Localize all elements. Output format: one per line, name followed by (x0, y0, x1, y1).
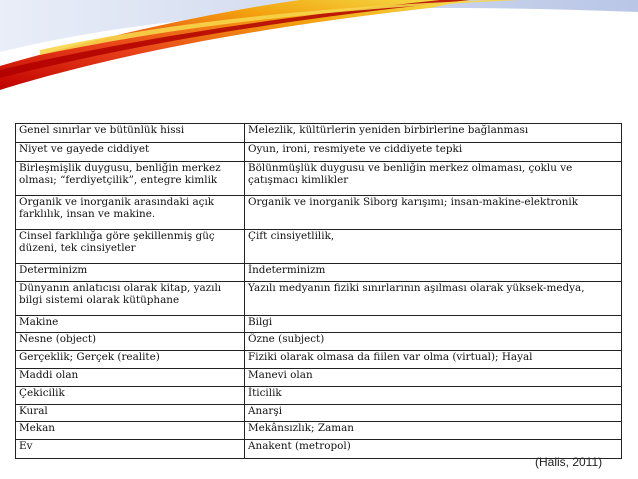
cell-modern: Ev (16, 440, 245, 459)
table-row (16, 230, 622, 264)
cell-modern: Dünyanın anlatıcısı olarak kitap, yazılı bilgi sistemi olarak kütüphane (16, 282, 245, 316)
table-row (16, 124, 622, 143)
cell-modern: Birleşmişlik duygusu, benliğin merkez olması; “ferdiyetçilik”, entegre kimlik (16, 162, 245, 196)
table-row (16, 143, 622, 162)
header-swoosh-decoration (0, 0, 638, 90)
cell-modern: Genel sınırlar ve bütünlük hissi (16, 124, 245, 143)
table-row (16, 422, 622, 440)
table-row (16, 351, 622, 369)
table-row (16, 333, 622, 351)
table-row (16, 387, 622, 405)
comparison-table-body (16, 124, 622, 459)
table-row (16, 316, 622, 333)
cell-postmodern: Özne (subject) (245, 333, 622, 351)
table-row (16, 440, 622, 459)
cell-postmodern: Anakent (metropol) (245, 440, 622, 459)
cell-modern: Organik ve inorganik arasındaki açık farklılık, insan ve makine. (16, 196, 245, 230)
table-row (16, 369, 622, 387)
cell-modern: Nesne (object) (16, 333, 245, 351)
cell-postmodern: Yazılı medyanın fiziki sınırlarının aşılması olarak yüksek-medya, (245, 282, 622, 316)
comparison-table-container (15, 123, 621, 452)
cell-modern: Kural (16, 405, 245, 422)
table-row (16, 282, 622, 316)
table-row (16, 264, 622, 282)
cell-postmodern: Organik ve inorganik Siborg karışımı; insan-makine-elektronik (245, 196, 622, 230)
cell-modern: Maddi olan (16, 369, 245, 387)
cell-postmodern: Melezlik, kültürlerin yeniden birbirlerine bağlanması (245, 124, 622, 143)
cell-postmodern: Çift cinsiyetlilik, (245, 230, 622, 264)
cell-modern: Niyet ve gayede ciddiyet (16, 143, 245, 162)
cell-modern: Gerçeklik; Gerçek (realite) (16, 351, 245, 369)
cell-postmodern: Bölünmüşlük duygusu ve benliğin merkez olmaması, çoklu ve çatışmacı kimlikler (245, 162, 622, 196)
table-row (16, 405, 622, 422)
cell-postmodern: Manevi olan (245, 369, 622, 387)
cell-postmodern: Anarşi (245, 405, 622, 422)
cell-modern: Mekan (16, 422, 245, 440)
cell-postmodern: Oyun, ironi, resmiyete ve ciddiyete tepki (245, 143, 622, 162)
cell-postmodern: İndeterminizm (245, 264, 622, 282)
cell-postmodern: İticilik (245, 387, 622, 405)
comparison-table (15, 123, 622, 459)
citation-text: (Halis, 2011) (535, 455, 603, 469)
cell-postmodern: Mekânsızlık; Zaman (245, 422, 622, 440)
cell-modern: Çekicilik (16, 387, 245, 405)
cell-postmodern: Fiziki olarak olmasa da fiilen var olma (virtual); Hayal (245, 351, 622, 369)
table-row (16, 162, 622, 196)
cell-modern: Determinizm (16, 264, 245, 282)
cell-modern: Cinsel farklılığa göre şekillenmiş güç düzeni, tek cinsiyetler (16, 230, 245, 264)
table-row (16, 196, 622, 230)
cell-postmodern: Bilgi (245, 316, 622, 333)
cell-modern: Makine (16, 316, 245, 333)
